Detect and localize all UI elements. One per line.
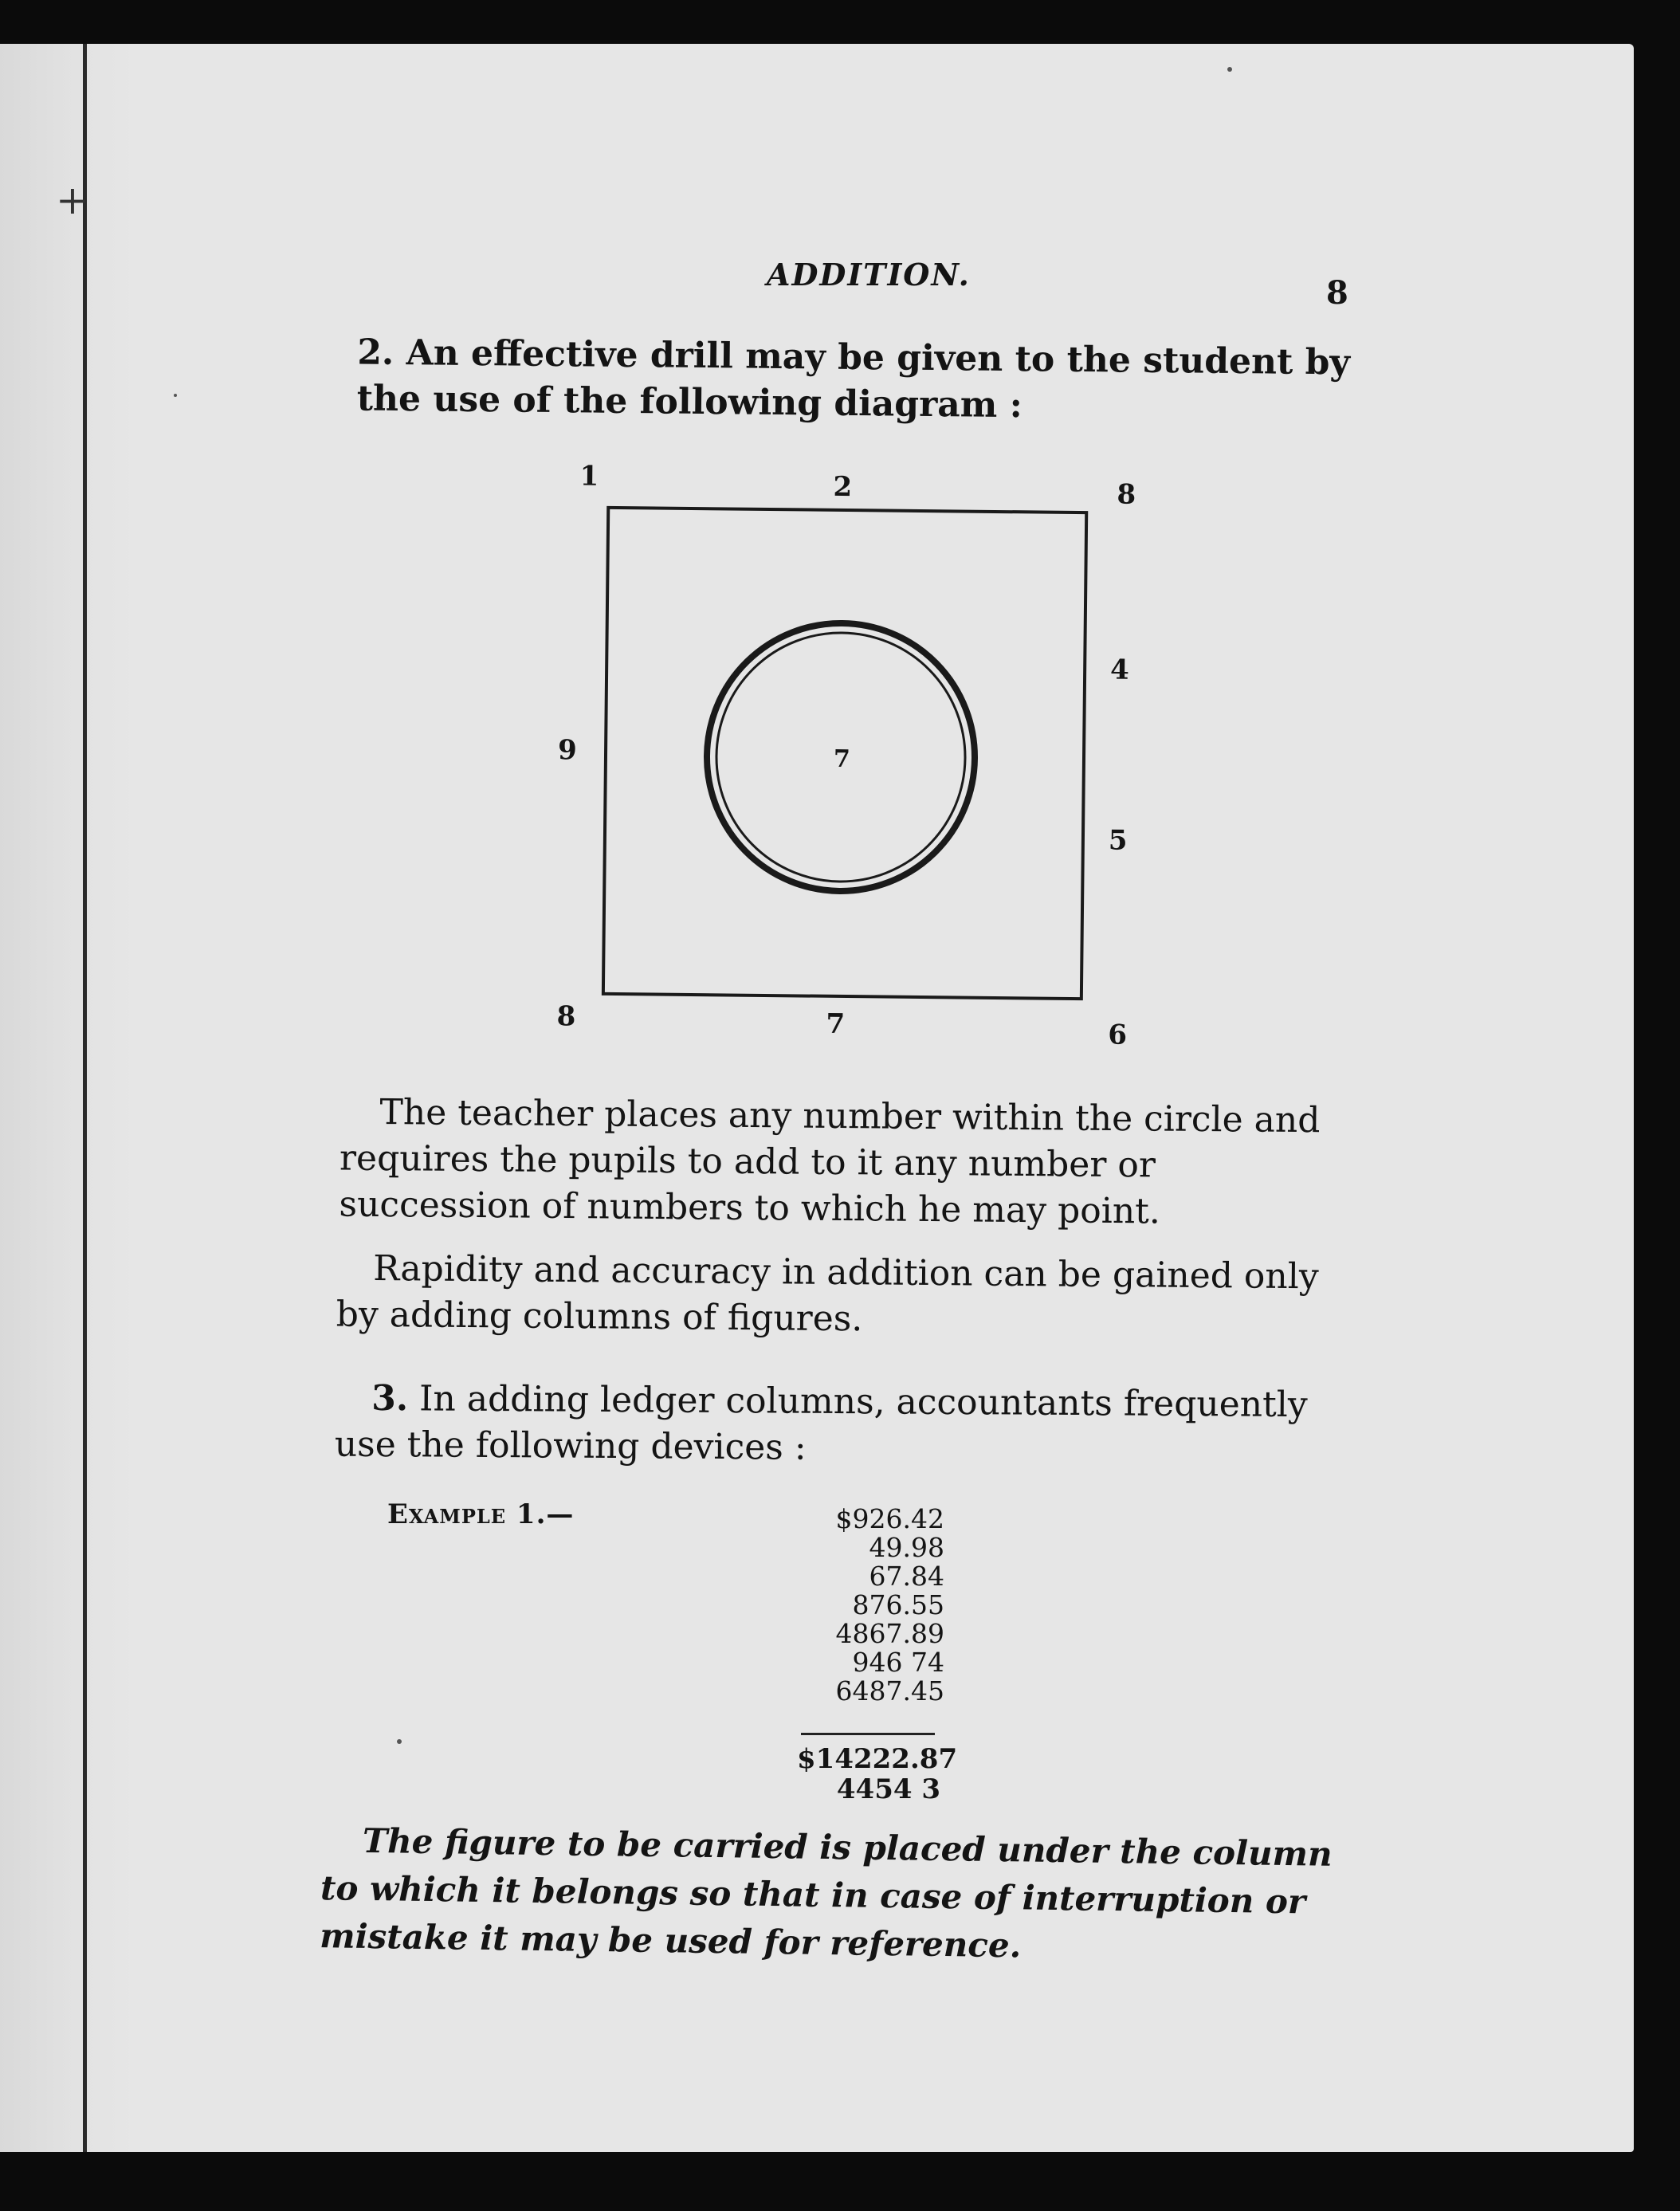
ledger-total: $14222.87 (797, 1743, 958, 1775)
page-gutter-shadow (0, 44, 139, 2152)
binding-line (83, 44, 87, 2152)
ledger-amount: $926.42 (835, 1503, 944, 1534)
ledger-amount: 67.84 (869, 1561, 944, 1592)
ledger-amount: 946 74 (852, 1647, 944, 1678)
ledger-column (797, 1505, 944, 1706)
diagram-figure (555, 460, 1136, 1051)
label-bottom-center: 7 (826, 1007, 846, 1041)
speck (174, 394, 177, 397)
explanation-paragraph-2: Rapidity and accuracy in addition can be gained only by adding columns of figures. (336, 1247, 1319, 1340)
example-label: Example 1.— (387, 1498, 575, 1530)
label-right-lower: 5 (1108, 824, 1128, 857)
carried-figures: 4454 3 (836, 1773, 940, 1805)
explanation-paragraph-1: The teacher places any number within the circle and requires the pupils to add to it any number or succession of numbers to which he may point. (339, 1091, 1321, 1232)
binding-mark: + (56, 177, 89, 223)
label-top-left: 1 (579, 460, 599, 493)
section-2-paragraph (356, 329, 1353, 432)
ledger-amount: 6487.45 (835, 1675, 944, 1706)
label-top-right: 8 (1117, 478, 1136, 511)
section-text: In adding ledger columns, accountants frequently use the following devices : (334, 1378, 1308, 1468)
ledger-amount: 876.55 (852, 1589, 944, 1620)
ledger-amount: 4867.89 (835, 1618, 944, 1649)
running-head: ADDITION. (767, 257, 971, 293)
section-3-paragraph (335, 1376, 1340, 1475)
speck (397, 1739, 402, 1744)
label-right-upper: 4 (1109, 654, 1130, 686)
circle-label: 7 (833, 744, 851, 774)
speck (1227, 67, 1232, 72)
section-number: 2. (357, 332, 394, 373)
drill-diagram (542, 454, 1148, 1060)
label-top-center: 2 (833, 470, 853, 504)
ledger-amount: 49.98 (869, 1532, 944, 1563)
label-left-center: 9 (557, 734, 577, 767)
carry-note: The figure to be carried is placed under the column to which it belongs so that in case of interruption or mistake it may be used for reference. (319, 1820, 1333, 1966)
section-text: An effective drill may be given to the student by the use of the following diagram : (356, 332, 1351, 426)
label-bottom-left: 8 (556, 1000, 576, 1033)
ledger-total-block (797, 1743, 958, 1805)
sum-rule (801, 1733, 935, 1735)
page-number: 8 (1326, 274, 1348, 312)
section-number: 3. (371, 1377, 409, 1420)
label-bottom-right: 6 (1108, 1019, 1128, 1051)
